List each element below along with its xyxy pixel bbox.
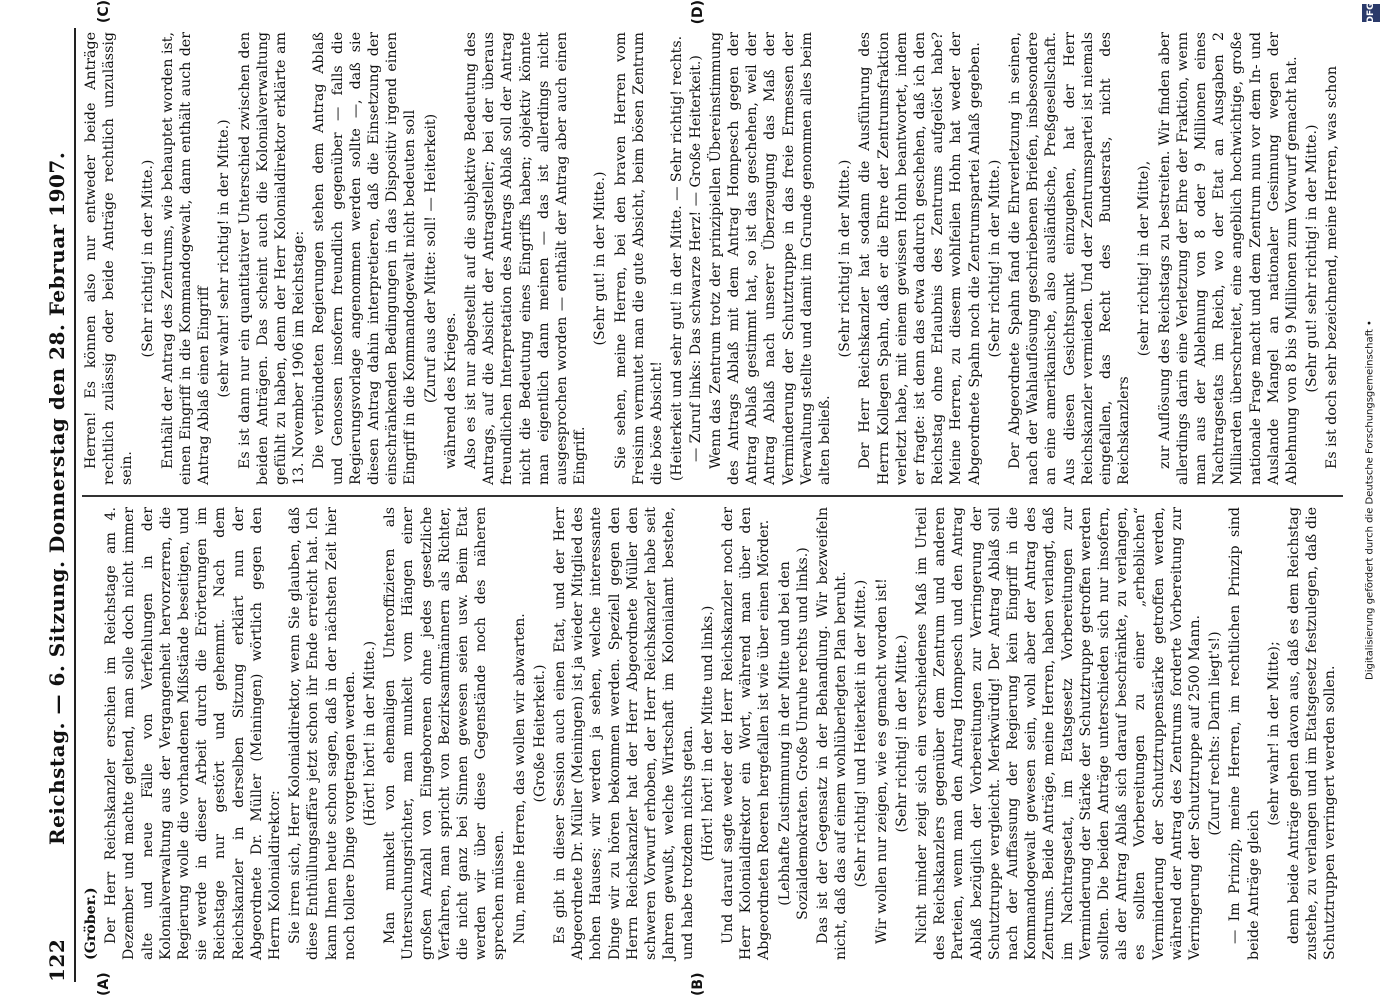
- digitization-credit: Digitalisierung gefördert durch die Deutsche Forschungsgemeinschaft •: [1364, 320, 1376, 680]
- paragraph: Der Herr Reichskanzler erschien im Reichstage am 4. Dezember und machte geltend, man solle doch nicht immer alte und neue Fälle von Verfehlungen in der Kolonialverwaltung aus der Vergangenheit hervorzerren, die Regierung wolle die vorhandenen Mißstände beseitigen, und sie werde in dieser Arbeit durch die Erörterungen im Reichstage nur gestört und gehemmt. Nach dem Reichskanzler in derselben Sitzung erklärt nun der Abgeordnete Dr. Müller (Meiningen) wörtlich gegen den Herrn Kolonialdirektor:: [103, 507, 284, 960]
- dfg-logo: DFG: [1362, 4, 1380, 22]
- paragraph: (sehr richtig! in der Mitte),: [1136, 160, 1153, 357]
- paragraph: Die verbündeten Regierungen stehen dem Antrag Ablaß und Genossen insofern freundlich gegenüber — falls die Regierungsvorlage angenommen werden sollte —, daß sie diesen Antrag dahin interpretieren, daß die Einsetzung der einschränkenden Bedingungen in das Dispositiv irgend einen Eingriff in die Kommandogewalt nicht bedeuten soll: [311, 32, 419, 485]
- paragraph: (Sehr richtig! in der Mitte.): [893, 634, 910, 833]
- paragraph: Wenn das Zentrum trotz der prinzipiellen Übereinstimmung des Antrags Ablaß mit dem Antrag Hompesch gegen der Antrag Ablaß gestimmt hat, so ist das geschehen, weil der Antrag Ablaß nach unserer Überzeugung das Maß der Verminderung der Schutztruppe in das freie Ermessen der Verwaltung stellte und damit im Grunde genommen alles beim alten beließ.: [707, 32, 833, 485]
- paragraph: Und darauf sagte weder der Herr Reichskanzler noch der Herr Kolonialdirektor ein Wort, während man über den Abgeordneten Roeren hergefallen ist wie über einen Mörder.: [719, 507, 773, 960]
- speaker-label: (Gröber.): [83, 887, 99, 960]
- paragraph: (Sehr richtig! in der Mitte.): [837, 159, 854, 358]
- margin-marker-c: (C): [96, 0, 112, 24]
- paragraph: Das ist der Gegensatz in der Behandlung. Wir bezweifeln nicht, daß das auf einem wohlüberlegten Plan beruht.: [814, 507, 850, 960]
- paragraph: Der Herr Reichskanzler hat sodann die Ausführung des Herrn Kollegen Spahn, daß er die Ehre der Zentrumsfraktion verletzt habe, mit einem gewissen Hohn beantwortet, indem er fragte: ist denn das etwa dadurch geschehen, daß ich den Reichstag ohne Erlaubnis des Zentrums aufgelöst habe? Meine Herren, zu diesem wohlfeilen Hohn hat weder der Abgeordnete Spahn noch die Zentrumspartei Anlaß gegeben.: [857, 32, 983, 485]
- paragraph: denn beide Anträge gehen davon aus, daß es dem Reichstag zustehe, zu verlangen und im Etatsgesetz festzulegen, daß die Schutztruppen verringert werden sollen.: [1286, 507, 1339, 960]
- paragraph: (Sehr richtig! in der Mitte.): [986, 159, 1003, 358]
- page-number: 122: [45, 938, 69, 982]
- paragraph: Sie irren sich, Herr Kolonialdirektor, wenn Sie glauben, daß diese Enthüllungsaffäre jetzt schon ihr Ende erreicht hat. Ich kann Ihnen heute schon sagen, daß in der nächsten Zeit hier noch tollere Dinge vorgetragen werden.: [287, 507, 358, 960]
- margin-marker-a: (A): [96, 972, 112, 996]
- paragraph: Sie sehen, meine Herren, bei den braven Herren vom Freisinn vermutet man die gute Absicht, beim bösen Zentrum die böse Absicht!: [612, 32, 666, 485]
- header-rule: [74, 28, 76, 982]
- left-column: [82, 497, 1343, 970]
- paragraph: (Sehr gut! in der Mitte.): [592, 171, 609, 346]
- paragraph: Man munkelt von ehemaligen Unteroffizieren als Untersuchungsrichter, man munkelt vom Hängen einer großen Anzahl von Eingeborenen ohne jedes gesetzliche Verfahren, man spricht von Bezirksamtmännern als Richter, die nicht ganz bei Sinnen gewesen seien usw. Beim Etat werden wir über diese Gegenstände noch des näheren sprechen müssen.: [382, 507, 508, 960]
- page-header: [44, 28, 70, 982]
- paragraph: (Sehr gut! sehr richtig! in der Mitte.): [1304, 124, 1321, 393]
- paragraph: Es ist dann nur ein quantitativer Unterschied zwischen den beiden Anträgen. Das scheint auch die Kolonialverwaltung gefühlt zu haben, denn der Herr Kolonialdirektor erklärte am 13. November 1906 im Reichstage:: [236, 32, 308, 485]
- paragraph: zur Auflösung des Reichstags zu bestreiten. Wir finden aber allerdings darin eine Verletzung der Ehre der Fraktion, wenn man aus der Ablehnung von 8 oder 9 Millionen eines Nachtragsetats im Reich, wo der Etat an Ausgaben 2 Milliarden überschreitet, eine angeblich hochwichtige, große nationale Frage macht und dem Zentrum nun vor dem In- und Auslande Mangel an nationaler Gesinnung wegen der Ablehnung von 8 bis 9 Millionen zum Vorwurf gemacht hat.: [1156, 32, 1300, 485]
- text-columns: [82, 22, 1343, 970]
- paragraph: Nun, meine Herren, das wollen wir abwarten.: [511, 613, 528, 944]
- paragraph: (Sehr richtig! und Heiterkeit in der Mitte.): [853, 579, 870, 888]
- margin-marker-b: (B): [690, 972, 706, 996]
- paragraph: (Zuruf rechts: Darin liegt's!): [1207, 631, 1224, 836]
- paragraph: Wir wollen nur zeigen, wie es gemacht worden ist!: [873, 578, 890, 944]
- paragraph: Nicht minder zeigt sich ein verschiedenes Maß im Urteil des Reichskanzlers gegenüber dem Zentrum und anderen Parteien, wenn man den Antrag Hompesch und den Antrag Ablaß bezüglich der Vorbereitungen zur Verringerung der Schutztruppe vergleicht. Merkwürdig! Der Antrag Ablaß soll nach der Auffassung der Regierung kein Eingriff in die Kommandogewalt gewesen sein, wohl aber der Antrag des Zentrums. Beide Anträge, meine Herren, haben verlangt, daß im Nachtragsetat, im Etatsgesetz Vorbereitungen zur Verminderung der Stärke der Schutztruppe getroffen werden sollten. Die beiden Anträge unterschieden sich nur insofern, als der Antrag Ablaß sich darauf beschränkte, zu verlangen, es sollten Vorbereitungen zu einer „erheblichen“ Verminderung der Schutztruppenstärke getroffen werden, während der Antrag des Zentrums forderte Vorbereitung zur Verringerung der Schutztruppe auf 2500 Mann.: [913, 507, 1203, 960]
- column-divider: [82, 495, 1343, 497]
- paragraph: (Große Heiterkeit.): [531, 664, 548, 803]
- paragraph: Also es ist nur abgestellt auf die subjektive Bedeutung des Antrags, auf die Absicht der Antragsteller; bei der überaus freundlichen Interpretation des Antrags Ablaß soll der Antrag nicht die Bedeutung eines Eingriffs haben; objektiv könnte man eigentlich dann meinen — das ist allerdings nicht ausgesprochen worden — enthält der Antrag aber auch einen Eingriff.: [463, 32, 589, 485]
- right-column: [82, 22, 1343, 495]
- paragraph: Es gibt in dieser Session auch einen Etat, und der Herr Abgeordnete Dr. Müller (Meiningen) ist ja wieder Mitglied des hohen Hauses; wir werden ja sehen, welche interessante Dinge wir zu hören bekommen werden. Speziell gegen den Herrn Reichskanzler hat der Herr Abgeordnete Müller den schweren Vorwurf erhoben, der Herr Reichskanzler habe seit Jahren gewußt, welche Wirtschaft im Kolonialamt bestehe, und habe trotzdem nichts getan.: [552, 507, 696, 960]
- margin-marker-d: (D): [690, 0, 706, 25]
- paragraph: (Lebhafte Zustimmung in der Mitte und bei den Sozialdemokraten. Große Unruhe rechts und links.): [776, 547, 811, 920]
- paragraph: (Heiterkeit und sehr gut! in der Mitte. — Sehr richtig! rechts. — Zuruf links: Das schwarze Herz! — Große Heiterkeit.): [669, 35, 704, 482]
- paragraph: (Hört! hört! in der Mitte und links.): [699, 605, 716, 862]
- paragraph: (Hört! hört! in der Mitte.): [362, 640, 379, 827]
- paragraph: Enthält der Antrag des Zentrums, wie behauptet worden ist, einen Eingriff in die Kommandogewalt, dann enthält auch der Antrag Ablaß einen Eingriff: [159, 32, 213, 485]
- paragraph: Herren! Es können also nur entweder beide Anträge rechtlich zulässig oder beide Anträge rechtlich unzulässig sein.: [83, 32, 136, 485]
- paragraph: Es ist doch sehr bezeichnend, meine Herren, was schon: [1324, 66, 1341, 469]
- paragraph: (sehr wahr! sehr richtig! in der Mitte.): [216, 119, 233, 398]
- paragraph: — Im Prinzip, meine Herren, im rechtlichen Prinzip sind beide Anträge gleich: [1227, 507, 1262, 960]
- page-title: Reichstag. — 6. Sitzung. Donnerstag den 28. Februar 1907.: [45, 151, 69, 846]
- paragraph: während des Krieges.: [442, 312, 459, 469]
- paragraph: Der Abgeordnete Spahn fand die Ehrverletzung in seinen, nach der Wahlauflösung geschriebenen Briefen, insbesondere an eine amerikanische, also ausländische, Preßgesellschaft. Aus diesen Gesichtspunkt einzugehen, hat der Herr Reichskanzler vermieden. Und der Zentrumspartei ist niemals eingefallen, das Recht des Bundesrats, nicht des Reichskanzlers: [1006, 32, 1133, 485]
- paragraph: (Sehr richtig! in der Mitte.): [139, 159, 156, 358]
- paragraph: (sehr wahr! in der Mitte);: [1265, 641, 1282, 826]
- paragraph: (Zuruf aus der Mitte: soll! — Heiterkeit): [422, 113, 439, 404]
- paragraph: [1342, 507, 1343, 960]
